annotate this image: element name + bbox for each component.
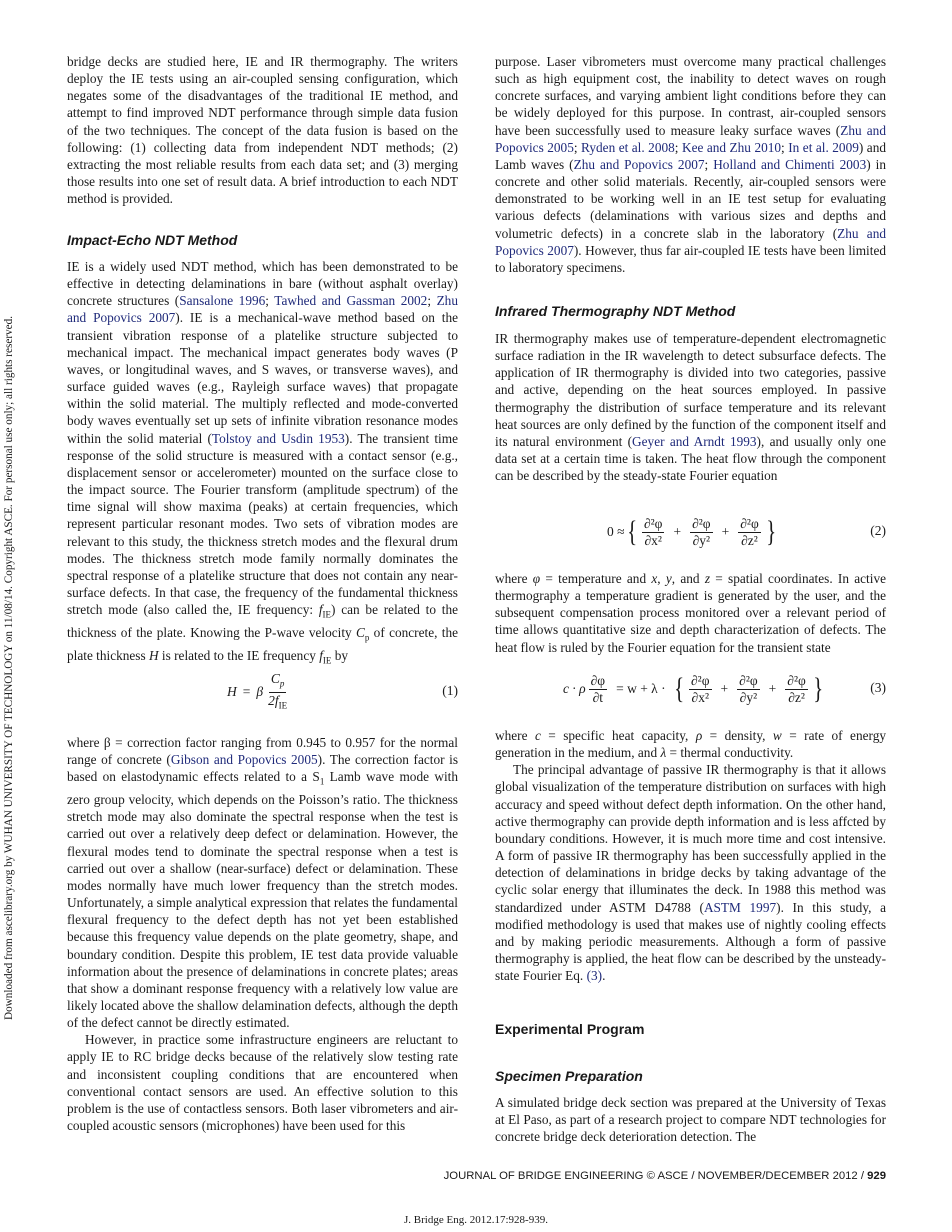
eq-symbol: β: [256, 684, 264, 699]
eq-symbol: +: [720, 681, 729, 696]
journal-info: JOURNAL OF BRIDGE ENGINEERING © ASCE / NOVEMBER/DECEMBER 2012 /: [443, 1170, 868, 1182]
eq-symbol: +: [768, 681, 777, 696]
citation-link[interactable]: Sansalone 1996: [179, 293, 266, 309]
eq-symbol: ∂²φ: [643, 515, 663, 531]
eq-symbol: c · ρ: [563, 681, 586, 696]
eq-symbol: 2f: [268, 692, 279, 708]
citation-link[interactable]: In et al. 2009: [788, 139, 859, 155]
eq-symbol: ∂²φ: [740, 515, 759, 531]
eq-symbol: 0 ≈: [607, 524, 625, 539]
citation-link[interactable]: ASTM 1997: [703, 899, 777, 915]
eq-symbol: =: [242, 684, 251, 699]
paragraph: where φ = temperature and x, y, and z = spatial coordinates. In active thermography a temperature gradient is generated by the user, and the subsequent compensation process monitored over a relevant period of time allows quantitative size and depth characterization of defects. The heat flow is ruled by the Fourier equation for the transient state: [495, 571, 886, 655]
left-column: [67, 53, 458, 207]
equation-number: (1): [442, 683, 458, 698]
paragraph: where β = correction factor ranging from 0.945 to 0.957 for the normal range of concrete (Gibson and Popovics 2005). The correction factor is based on elastodynamic effects related to a $S_1$ Lamb wave mode with zero group velocity, which depends on the Poisson’s ratio. The thickness stretch mode may also dominate the spectral response when the test is carried out over a relatively deep defect or delamination. However, the flexural modes tend to dominate the spectral response when a test is carried out over a shallow (near-surface) defect or delamination. These modes normally have much lower frequency than the stretch modes. Unfortunately, a simple analytical expression that relates the fundamental flexural frequency to the defect depth has not yet been established because this frequency value depends on the plate geometry, shape, and boundary condition. Despite this problem, IE test data provide valuable information about the presence of delaminations in concrete plates; areas that show a dominant response frequency with a relatively low value are likely located above the shallow delamination defects, although the depth of the defect cannot be directly estimated.: [67, 735, 458, 1031]
eq-symbol: ∂x²: [691, 689, 709, 705]
right-column-active: [495, 570, 886, 656]
math-symbol: C: [355, 624, 365, 640]
eq-symbol: ∂y²: [692, 532, 711, 548]
subscript: p: [364, 632, 370, 643]
eq-symbol: +: [673, 524, 682, 539]
eq-symbol: ∂y²: [739, 689, 758, 705]
citation-link[interactable]: Zhu and Popovics 2007: [495, 225, 886, 258]
eq-symbol: +: [721, 524, 730, 539]
right-column-cont: [495, 727, 886, 984]
citation-link[interactable]: Zhu and Popovics 2007: [67, 293, 458, 326]
subscript: 1: [319, 776, 325, 787]
citation-link[interactable]: (3): [586, 968, 603, 984]
right-column: [495, 53, 886, 276]
left-column-ie: [67, 258, 458, 670]
eq-symbol: ∂z²: [741, 532, 758, 548]
paragraph: IR thermography makes use of temperature-dependent electromagnetic surface radiation in the IR wavelength to detect subsurface defects. The application of IR thermography is divided into two categories, passive and active, depending on the heat sources employed. In passive thermography the distribution of surface temperature and its relevant heat sources are only defined by the function of the component itself and its natural environment (Geyer and Arndt 1993), and usually only one data set at a certain time is taken. The heat flow through the component can be described by the steady-state Fourier equation: [495, 331, 886, 484]
eq-symbol: p: [279, 678, 285, 689]
math-symbol: λ: [660, 745, 667, 761]
equation-2: [495, 512, 886, 552]
citation-link[interactable]: Zhu and Popovics 2005: [495, 122, 886, 155]
eq-symbol: H: [227, 684, 237, 699]
eq-brace: {: [673, 672, 684, 705]
fraction: [266, 671, 289, 713]
equation-number: (3): [870, 680, 886, 695]
math-symbol: H: [148, 647, 159, 663]
equation-3: [495, 669, 886, 709]
subscript: IE: [322, 609, 332, 620]
paragraph: The principal advantage of passive IR thermography is that it allows global visualization of the temperature distribution on surfaces with high accuracy and speed without defect depth information. On the other hand, active thermography can provide depth information and is less affcted by boundary conditions. However, it is much more time and cost intensive. A form of passive IR thermography has been successfully applied in the detection of delaminations in bridge decks by taking advantage of the cyclic solar energy that illuminates the deck. In 1988 this method was standardized under ASTM D4788 (ASTM 1997). In this study, a modified methodology is used that makes use of nightly cooling effects and by making periodic measurements. Although a form of passive thermography is applied, the heat flow can be described by the unsteady-state Fourier Eq. (3).: [495, 762, 886, 984]
eq-symbol: ∂²φ: [692, 515, 711, 531]
page-footer: [444, 1170, 886, 1182]
page-number: 929: [867, 1170, 886, 1182]
citation-link[interactable]: Kee and Zhu 2010: [681, 139, 782, 155]
citation-link[interactable]: Ryden et al. 2008: [581, 139, 675, 155]
section-heading-experimental: Experimental Program: [495, 1021, 645, 1037]
eq-symbol: ∂²φ: [739, 672, 758, 688]
eq-symbol: ∂²φ: [691, 672, 710, 688]
eq-symbol: C: [270, 670, 280, 686]
paragraph: However, in practice some infrastructure engineers are reluctant to apply IE to RC bridge decks because of the relatively slow testing rate and inconsistent coupling conditions that are encountered when conventional contact sensors are used. An effective solution to this problem is the use of contactless sensors. Both laser vibrometers and air-coupled acoustic sensors (microphones) have been used for this: [67, 1032, 458, 1134]
math-symbol: f: [318, 602, 323, 618]
citation-link[interactable]: Geyer and Arndt 1993: [632, 433, 757, 449]
eq-symbol: ∂x²: [644, 532, 662, 548]
citation-link[interactable]: Zhu and Popovics 2007: [573, 156, 705, 172]
math-symbol: c: [534, 728, 541, 743]
subscript: IE: [322, 655, 332, 666]
eq-symbol: ∂²φ: [787, 672, 806, 688]
eq-symbol: IE: [278, 700, 288, 711]
eq-brace: }: [765, 515, 776, 548]
paragraph: where c = specific heat capacity, ρ = density, w = rate of energy generation in the medium, and λ = thermal conductivity.: [495, 728, 886, 761]
paragraph: bridge decks are studied here, IE and IR thermography. The writers deploy the IE tests using an air-coupled sensing configuration, which negates some of the disadvantages of the traditional IE method, and attempt to find improved NDT performance through simple data fusion of the two techniques. The concept of the data fusion is based on the following: (1) collecting data from independent NDT methods; (2) extracting the most reliable results from each data set; and (3) merging those results into one set of result data. A brief introduction to each NDT method is provided.: [67, 54, 458, 207]
eq-brace: }: [812, 672, 824, 705]
math-symbol: f: [319, 647, 323, 663]
eq-symbol: ∂z²: [788, 689, 805, 705]
citation-link[interactable]: Holland and Chimenti 2003: [713, 156, 867, 172]
eq-symbol: ∂t: [592, 689, 604, 705]
equation-1: [67, 672, 458, 712]
download-notice: Downloaded from ascelibrary.org by WUHAN UNIVERSITY OF TECHNOLOGY on 11/08/14. Copyright ASCE. For personal use only; all rights reserved.: [3, 316, 15, 1020]
citation-link[interactable]: Tawhed and Gassman 2002: [274, 293, 428, 309]
math-symbol: x: [651, 571, 658, 586]
math-symbol: ρ: [695, 728, 703, 743]
math-symbol: w: [772, 728, 782, 743]
eq-brace: {: [626, 515, 637, 548]
math-symbol: φ: [532, 571, 541, 586]
eq-symbol: ∂φ: [590, 672, 606, 688]
math-symbol: y: [665, 571, 672, 586]
equation-number: (2): [870, 523, 886, 538]
section-heading-impact-echo: Impact-Echo NDT Method: [67, 232, 238, 248]
citation-link[interactable]: Tolstoy and Usdin 1953: [211, 430, 345, 446]
subsection-heading-specimen: Specimen Preparation: [495, 1068, 643, 1084]
paragraph: IE is a widely used NDT method, which has been demonstrated to be effective in detecting delaminations in bare (without asphalt overlay) concrete structures (Sansalone 1996; Tawhed and Gassman 2002; Zhu and Popovics 2007). IE is a mechanical-wave method based on the transient vibration response of a platelike structure subjected to mechanical impact. The mechanical impact generates body waves (P waves, or longitudinal waves, and S waves, or transverse waves), and surface guided waves (e.g., Rayleigh surface waves) that propagate within the solid material. The multiply reflected and mode-converted body waves eventually set up sets of infinite vibration resonance modes within the solid material (Tolstoy and Usdin 1953). The transient time response of the solid structure is measured with a contact sensor (e.g., displacement sensor or accelerometer) mounted on the surface close to the impact source. The Fourier transform (amplitude spectrum) of the time signal will show maxima (peaks) at certain frequencies, which represent particular resonant modes. Two sets of vibration modes are relevant to this study, the thickness stretch modes and the flexural drum modes. The thickness stretch mode family normally dominates the spectral response of a platelike structure that does not contain any near-surface defects. In that case, the frequency of the fundamental thickness stretch mode (also called the, IE frequency: $f_{IE}$) can be related to the thickness of the plate. Knowing the P-wave velocity $C_p$ of concrete, the plate thickness H is related to the IE frequency $f_{IE}$ by: [67, 259, 459, 666]
paragraph: purpose. Laser vibrometers must overcome many practical challenges such as high equipment cost, the inability to detect waves on rough concrete surfaces, and varying ambient light conditions before they can be widely deployed for this purpose. In contrast, air-coupled sensors have been successfully used to measure leaky surface waves (Zhu and Popovics 2005; Ryden et al. 2008; Kee and Zhu 2010; In et al. 2009) and Lamb waves (Zhu and Popovics 2007; Holland and Chimenti 2003) in concrete and other solid materials. Recently, air-coupled sensors were demonstrated to be working well in an IE test setup for evaluating various defects (delaminations with various sizes and depths and volumetric defects) in a concrete slab in the laboratory (Zhu and Popovics 2007). However, thus far air-coupled IE tests have been limited to laboratory specimens.: [495, 54, 886, 275]
section-heading-infrared: Infrared Thermography NDT Method: [495, 303, 736, 319]
citation-link[interactable]: Gibson and Popovics 2005: [170, 752, 318, 768]
left-column-cont: [67, 734, 458, 1134]
right-column-specimen: [495, 1094, 886, 1145]
math-symbol: z: [704, 571, 711, 586]
paragraph: A simulated bridge deck section was prepared at the University of Texas at El Paso, as part of a research project to compare NDT technologies for concrete bridge deck deterioration detection. The: [495, 1095, 886, 1145]
citation-line: J. Bridge Eng. 2012.17:928-939.: [404, 1214, 548, 1226]
eq-symbol: = w + λ ·: [616, 681, 666, 696]
right-column-ir: [495, 330, 886, 484]
